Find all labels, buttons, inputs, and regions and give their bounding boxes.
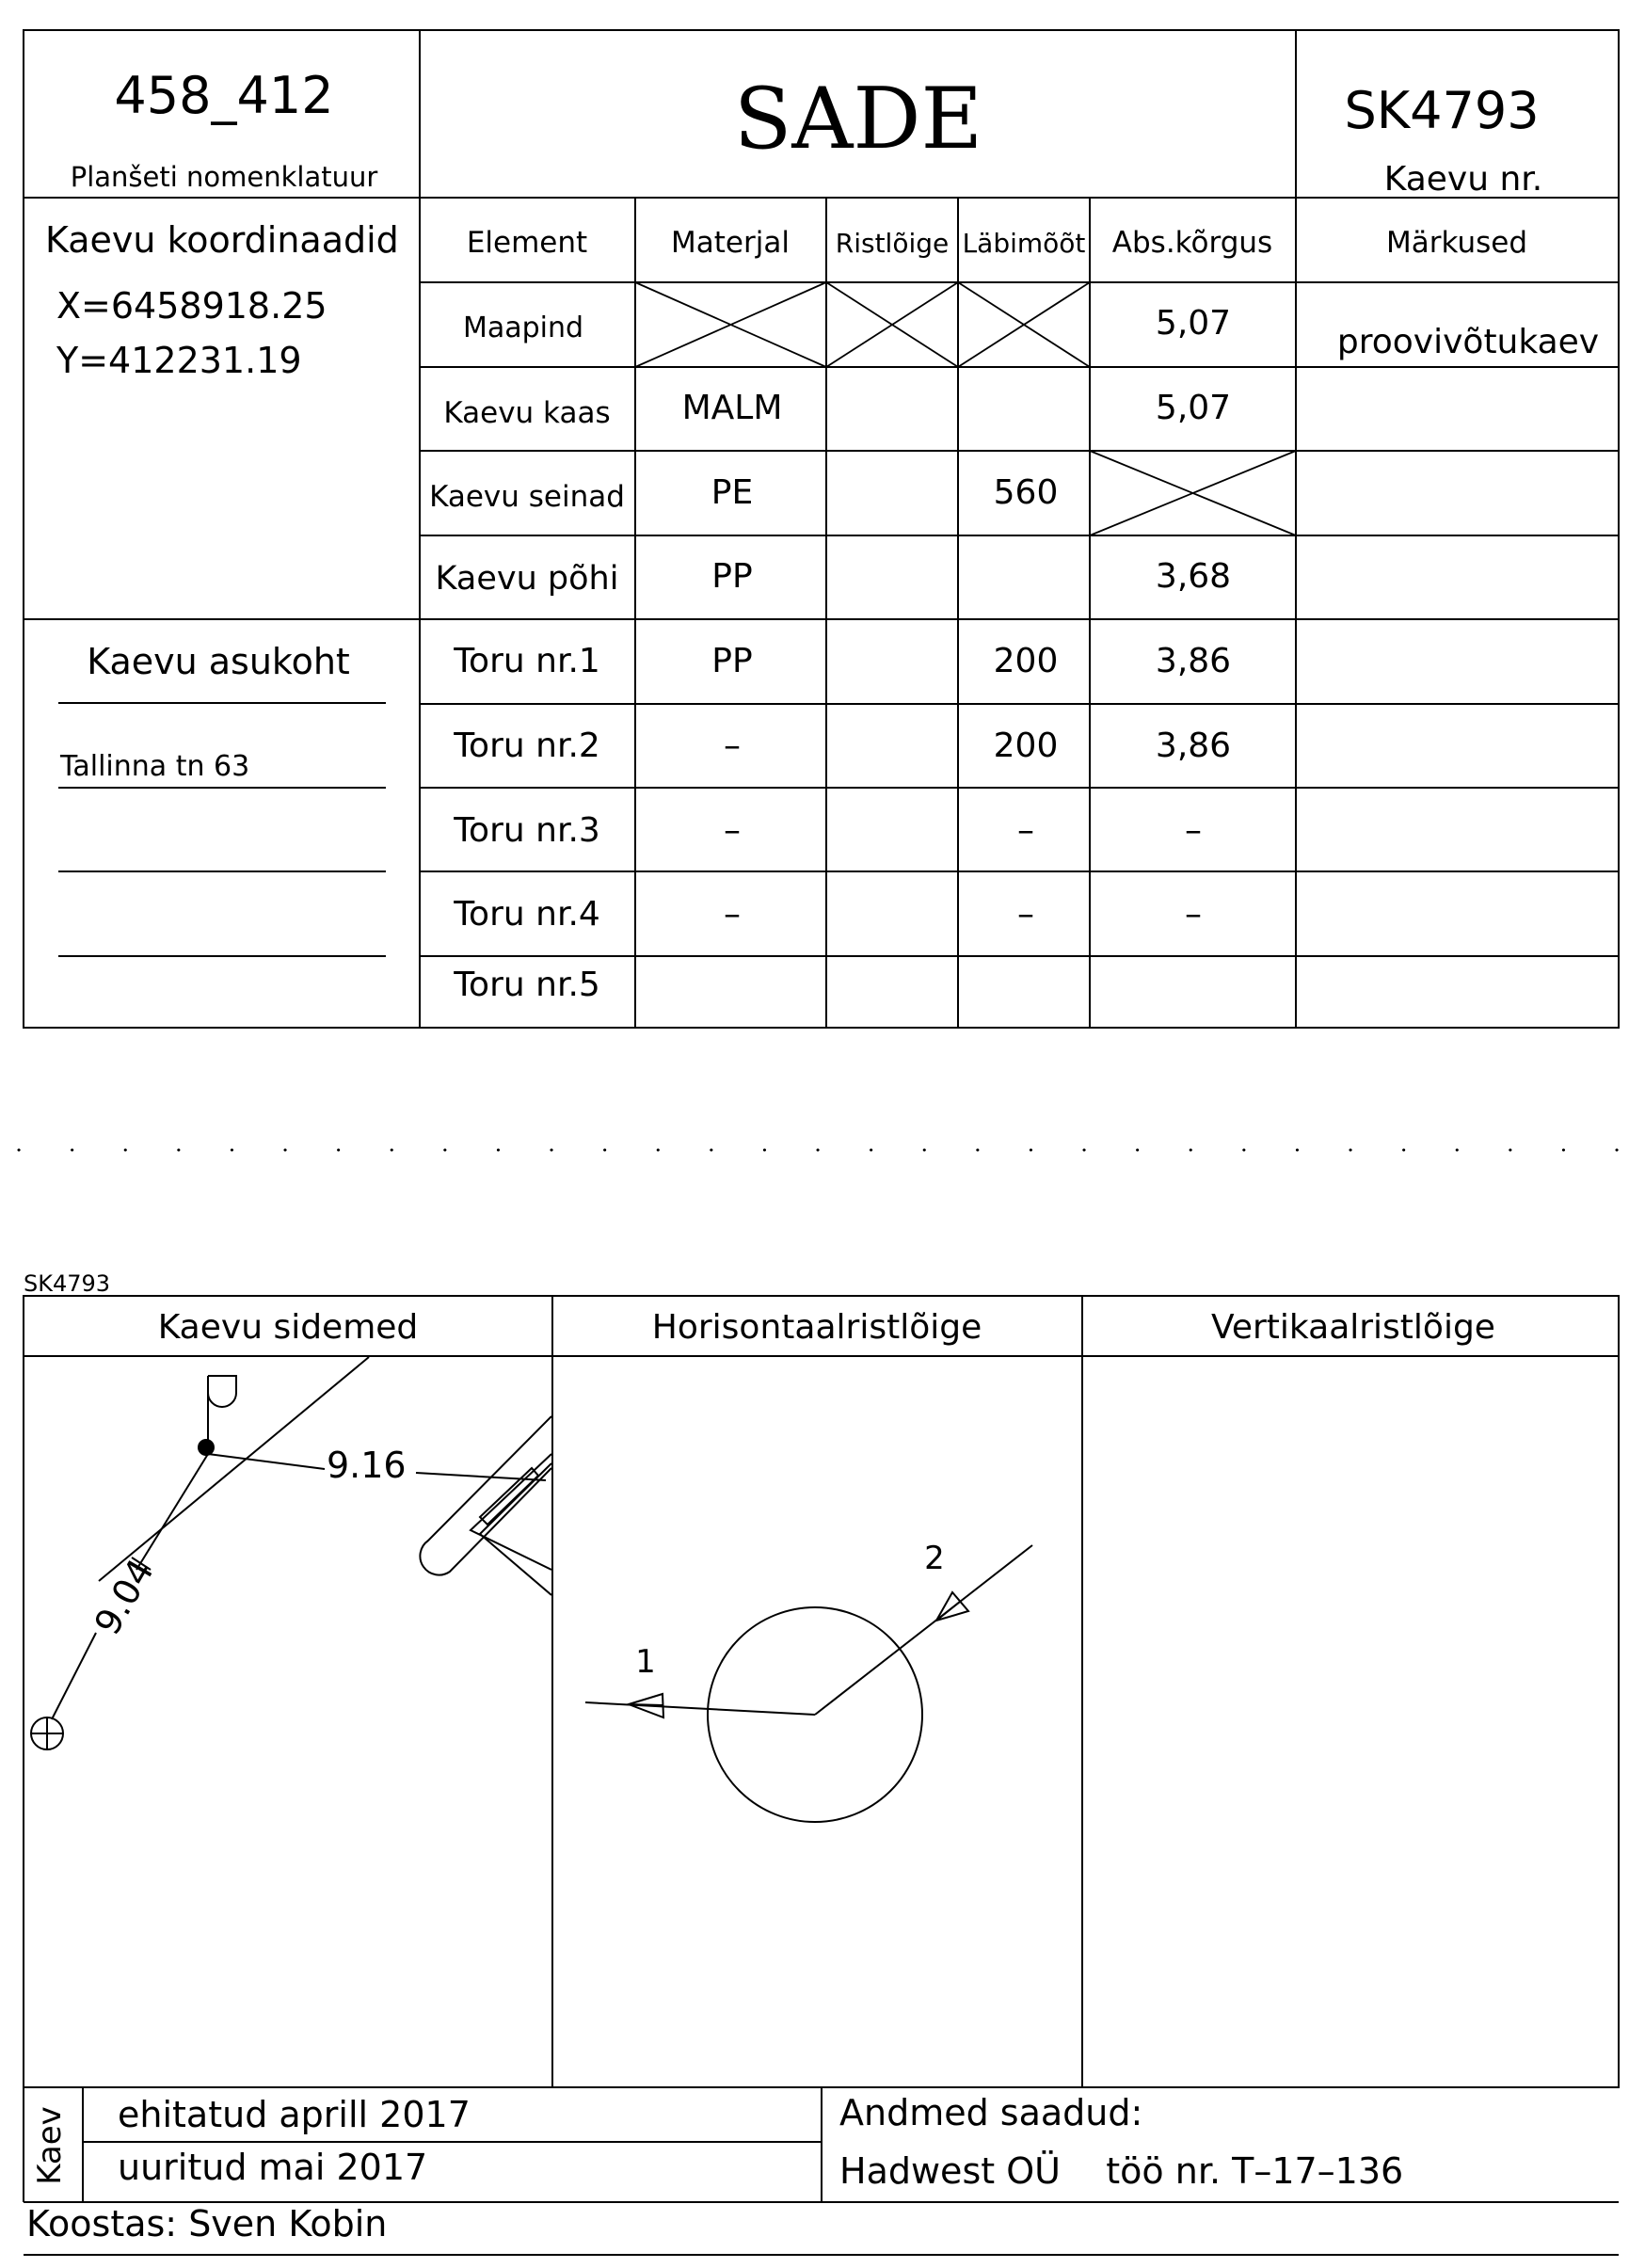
surveyed-date: uuritud mai 2017 — [118, 2147, 428, 2188]
table-body — [429, 304, 1599, 1004]
well-number: SK4793 — [1344, 81, 1540, 140]
measure-9-04: 9.04 — [86, 1552, 163, 1642]
cell-material: PP — [711, 557, 753, 596]
sheet-number: 458_412 — [114, 66, 334, 125]
cell-elevation: 3,68 — [1155, 557, 1232, 596]
column-header: Märkused — [1385, 226, 1528, 260]
cell-element: Toru nr.2 — [454, 727, 600, 765]
panel-title-sidemed: Kaevu sidemed — [157, 1308, 419, 1347]
cell-material: PP — [711, 642, 753, 680]
cell-diameter: – — [1017, 811, 1034, 850]
table-header — [467, 226, 1527, 260]
cell-material: – — [724, 811, 741, 850]
cell-elevation: 3,86 — [1155, 642, 1232, 680]
author: Koostas: Sven Kobin — [26, 2203, 388, 2244]
horizontal-section-sketch — [585, 1540, 1032, 1822]
footer-side-label: Kaev — [31, 2106, 69, 2185]
hydrant-symbol-icon — [208, 1376, 236, 1407]
pipe-label-1: 1 — [635, 1643, 656, 1681]
cell-element: Maapind — [462, 311, 584, 344]
cell-element: Toru nr.1 — [454, 642, 600, 680]
cell-elevation: 5,07 — [1155, 304, 1232, 343]
cell-elevation: – — [1185, 811, 1202, 850]
column-header: Läbimõõt — [962, 228, 1086, 259]
cell-element: Toru nr.5 — [454, 966, 600, 1004]
cell-material: MALM — [681, 389, 783, 427]
sidemed-sketch — [31, 1357, 551, 1749]
location-label: Kaevu asukoht — [87, 641, 350, 682]
cell-material: – — [724, 895, 741, 934]
cell-element: Toru nr.4 — [454, 895, 600, 934]
panel-title-vertical: Vertikaalristlõige — [1211, 1308, 1495, 1347]
built-date: ehitatud aprill 2017 — [118, 2094, 471, 2135]
cell-elevation: 3,86 — [1155, 727, 1232, 765]
cell-diameter: 200 — [993, 727, 1059, 765]
pipe-1-arrow-icon — [629, 1694, 663, 1717]
data-source: Hadwest OÜ töö nr. T–17–136 — [839, 2150, 1404, 2192]
coordinate-y: Y=412231.19 — [56, 340, 302, 381]
cell-elevation: – — [1185, 895, 1202, 934]
column-header: Abs.kõrgus — [1111, 226, 1273, 260]
drawing-small-label: SK4793 — [24, 1270, 111, 1297]
cell-element: Kaevu kaas — [443, 396, 611, 430]
cell-elevation: 5,07 — [1155, 389, 1232, 427]
coordinates-label: Kaevu koordinaadid — [45, 219, 399, 261]
page-title: SADE — [733, 70, 983, 168]
drawing-frame — [24, 1296, 1619, 2087]
well-point-icon — [198, 1439, 215, 1456]
column-header: Materjal — [671, 226, 790, 260]
measure-9-16: 9.16 — [327, 1445, 407, 1486]
cell-material: – — [724, 727, 741, 765]
column-header: Element — [466, 226, 588, 260]
cell-diameter: – — [1017, 895, 1034, 934]
cell-notes: proovivõtukaev — [1336, 323, 1600, 361]
location-line-1: Tallinna tn 63 — [60, 750, 250, 783]
column-header: Ristlõige — [835, 228, 950, 259]
cell-diameter: 560 — [993, 473, 1059, 512]
data-source-label: Andmed saadud: — [839, 2092, 1143, 2133]
coordinate-x: X=6458918.25 — [56, 285, 327, 327]
panel-title-horizontal: Horisontaalristlõige — [651, 1308, 982, 1347]
sheet-caption: Planšeti nomenklatuur — [70, 161, 378, 193]
well-caption: Kaevu nr. — [1383, 160, 1543, 199]
cell-material: PE — [711, 473, 754, 512]
cell-diameter: 200 — [993, 642, 1059, 680]
cell-element: Kaevu põhi — [435, 560, 619, 598]
cell-element: Kaevu seinad — [429, 480, 625, 514]
pipe-label-2: 2 — [924, 1540, 945, 1577]
cell-element: Toru nr.3 — [454, 811, 600, 850]
